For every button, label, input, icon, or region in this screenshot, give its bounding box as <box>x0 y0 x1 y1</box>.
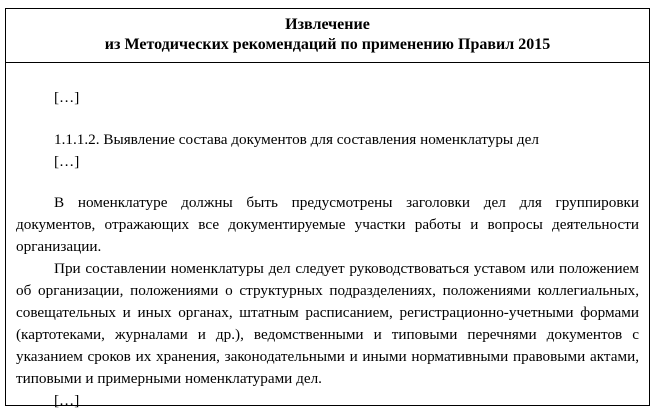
omission-marker-2: […] <box>54 153 80 170</box>
header-title-line-2: из Методических рекомендаций по применению Правил 2015 <box>104 36 551 53</box>
header-title-line-1: Извлечение <box>285 16 370 33</box>
document-frame <box>5 8 650 409</box>
document-header <box>6 9 649 63</box>
section-heading: 1.1.1.2. Выявление состава документов для составления номенклатуры дел <box>54 131 539 148</box>
paragraph-1: В номенклатуре должны быть предусмотрены заголовки дел для группировки документов, отражающих все документируемые участки работы и вопросы деятельности организации. <box>16 194 639 255</box>
omission-marker-3: […] <box>54 392 80 409</box>
document-body <box>6 63 649 412</box>
omission-marker-1: […] <box>54 89 80 106</box>
paragraph-2: При составлении номенклатуры дел следует руководствоваться уставом или положением об организации, положениями о структурных подразделениях, положениями коллегиальных, совещательных и иных органах, штатным расписанием, регистрационно-учетными формами (картотеками, журналами и др.), ведомственными и типовыми перечнями документов с указанием сроков их хранения, законодательными и иными нормативными правовыми актами, типовыми и примерными номенклатурами дел. <box>16 260 639 387</box>
